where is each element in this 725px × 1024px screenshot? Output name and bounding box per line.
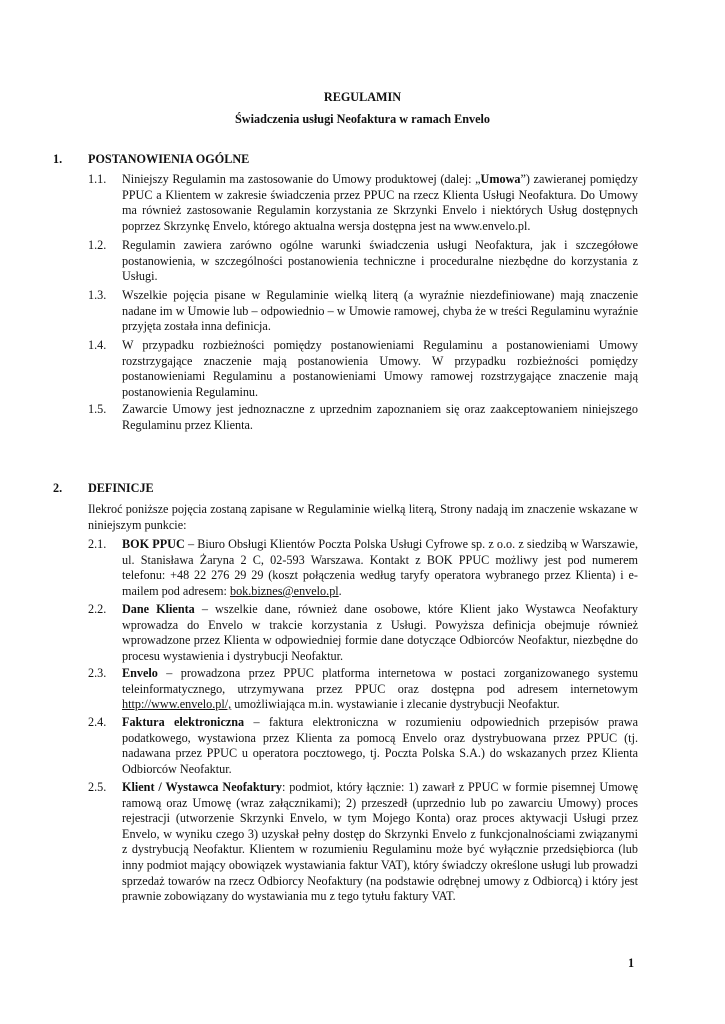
definition-bok-ppuc: BOK PPUC – Biuro Obsługi Klientów Poczta Polska Usługi Cyfrowe sp. z o.o. z siedzibą w Warszawie, ul. Stanisława Żaryna 2 C, 02-593 Warszawa. Kontakt z BOK PPUC możliwy jest pod numerem telefonu: +48 22 276 29 29 (koszt połączenia według taryfy operatora wybranego przez Klienta) i e-mailem pod adresem: bok.biznes@envelo.pl. — [122, 537, 638, 598]
section-number: 2. — [53, 481, 63, 495]
paragraph-1-4: W przypadku rozbieżności pomiędzy postanowieniami Regulaminu a postanowieniami Umowy rozstrzygające znaczenie mają postanowienia Umowy. W przypadku rozbieżności pomiędzy postanowieniami Regulaminu a postanowieniami Umowy ramowej rozstrzygające znaczenie mają postanowienia Regulaminu. — [122, 338, 638, 399]
website-link[interactable]: http://www.envelo.pl/, — [122, 697, 232, 712]
email-link[interactable]: bok.biznes@envelo.pl — [229, 583, 339, 598]
paragraph-1-1: Niniejszy Regulamin ma zastosowanie do Umowy produktowej (dalej: „Umowa”) zawieranej pomiędzy PPUC a Klientem w zakresie świadczenia przez PPUC na rzecz Klienta Usługi Neofaktura. Do Umowy ma również zastosowanie Regulamin korzystania ze Skrzynki Envelo i niektórych Usług dostępnych poprzez Skrzynkę Envelo, którego aktualna wersja dostępna jest na www.envelo.pl. — [122, 172, 638, 233]
item-number: 1.2. — [88, 238, 107, 252]
document-subtitle: Świadczenia usługi Neofaktura w ramach Envelo — [235, 112, 490, 126]
definition-klient: Klient / Wystawca Neofaktury: podmiot, który łącznie: 1) zawarł z PPUC w formie pisemnej Umowę ramową oraz Umowę (wraz załącznikami); 2) przeszedł (uprzednio lub po zawarciu Umowy) proces rejestracji (utworzenie Skrzynki Envelo, w tym Mojego Konta) oraz proces aktywacji Usługi przez Envelo, w wyniku czego 3) uzyskał pełny dostęp do Skrzynki Envelo z funkcjonalnościami związanymi z dystrybucją Neofaktur. Klientem w rozumieniu Regulaminu może być wyłącznie przedsiębiorca (lub inny podmiot mający obowiązek wystawiania faktur VAT), który świadczy określone usługi lub prowadzi sprzedaż towarów na rzecz Odbiorcy Neofaktury (na podstawie odrębnej umowy z Odbiorcą) i który jest prawnie zobowiązany do wystawiania mu z tego tytułu faktury VAT. — [122, 780, 638, 904]
page-number: 1 — [628, 956, 635, 970]
item-number: 1.1. — [88, 172, 107, 186]
item-number: 2.4. — [88, 715, 107, 729]
section-title: DEFINICJE — [88, 481, 154, 495]
paragraph-1-2: Regulamin zawiera zarówno ogólne warunki świadczenia usługi Neofaktura, jak i szczegółowe postanowienia, w szczególności postanowienia techniczne i proceduralne niezbędne do korzystania z Usługi. — [122, 238, 638, 284]
item-number: 1.4. — [88, 338, 107, 352]
item-number: 2.2. — [88, 602, 107, 616]
item-number: 2.1. — [88, 537, 107, 551]
definition-envelo: Envelo – prowadzona przez PPUC platforma internetowa w postaci zorganizowanego systemu teleinformatycznego, utrzymywana przez PPUC oraz dostępna pod adresem internetowym http://www.envelo.pl/, umożliwiająca m.in. wystawianie i zlecanie dystrybucji Neofaktur. — [122, 666, 638, 712]
paragraph-1-5: Zawarcie Umowy jest jednoznaczne z uprzednim zapoznaniem się oraz zaakceptowaniem niniejszego Regulaminu przez Klienta. — [122, 402, 638, 432]
section-intro: Ilekroć poniższe pojęcia zostaną zapisane w Regulaminie wielką literą, Strony nadają im znaczenie wskazane w niniejszym punkcie: — [88, 502, 638, 532]
item-number: 1.3. — [88, 288, 107, 302]
document-title: REGULAMIN — [323, 90, 402, 104]
definition-faktura-elektroniczna: Faktura elektroniczna – faktura elektroniczna w rozumieniu odpowiednich przepisów prawa podatkowego, wystawiona przez Klienta za pomocą Envelo oraz dystrybuowana przez PPUC (tj. nadawana przez PPUC u operatora pocztowego, tj. Poczta Polska S.A.) do wskazanych przez Klienta Odbiorców Neofaktur. — [122, 715, 638, 776]
paragraph-1-3: Wszelkie pojęcia pisane w Regulaminie wielką literą (a wyraźnie niezdefiniowane) mają znaczenie nadane im w Umowie lub – odpowiednio – w Umowie ramowej, chyba że w treści Regulaminu wyraźnie przyjęta została inna definicja. — [122, 288, 638, 334]
section-title: POSTANOWIENIA OGÓLNE — [88, 152, 250, 166]
item-number: 2.5. — [88, 780, 107, 794]
item-number: 1.5. — [88, 402, 107, 416]
definition-dane-klienta: Dane Klienta – wszelkie dane, również dane osobowe, które Klient jako Wystawca Neofaktury wprowadza do Envelo w trakcie korzystania z Usługi. Powyższa definicja obejmuje również wprowadzone przez Klienta w odpowiedniej formie dane dotyczące Odbiorców Neofaktur, niezbędne do procesu wystawienia i dystrybucji Neofaktur. — [122, 602, 638, 663]
item-number: 2.3. — [88, 666, 107, 680]
section-number: 1. — [53, 152, 63, 166]
